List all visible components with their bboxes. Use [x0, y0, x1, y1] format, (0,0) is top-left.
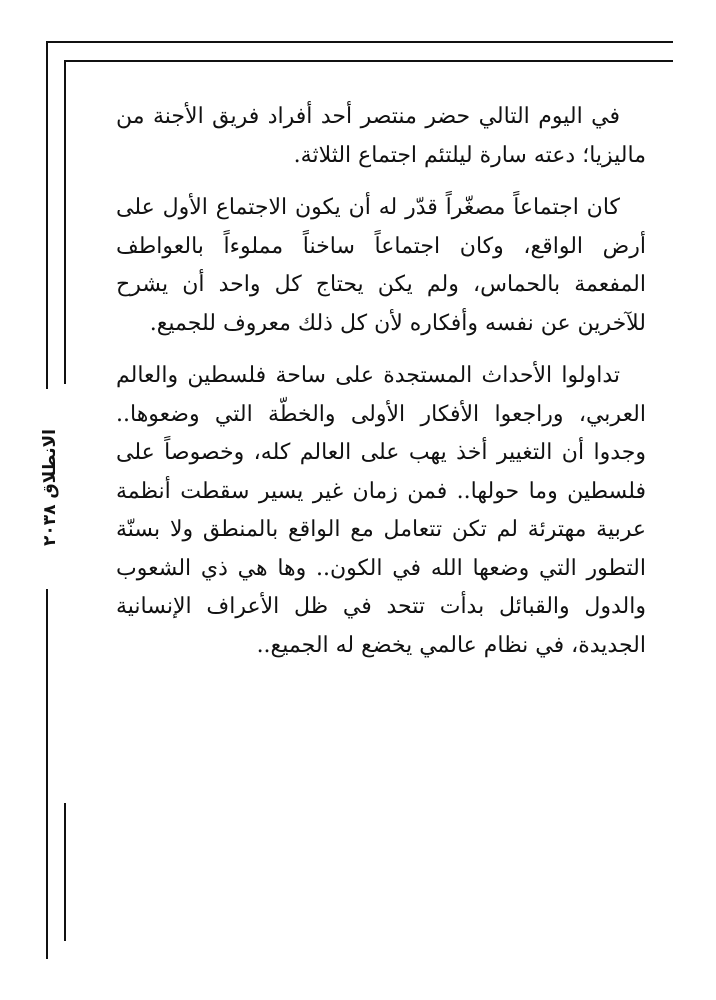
- frame-border-left-outer-bottom: [46, 589, 48, 959]
- paragraph-2: كان اجتماعاً مصغّراً قدّر له أن يكون الاجتماع الأول على أرض الواقع، وكان اجتماعاً ساخناً مملوءاً بالعواطف المفعمة بالحماس، ولم يكن يحتاج كل واحد أن يشرح للآخرين عن نفسه وأفكاره لأن كل ذلك معروف للجميع.: [116, 195, 646, 336]
- running-head-text: الانطلاق ٢٠٣٨: [40, 429, 60, 546]
- frame-border-left-inner-bottom: [64, 803, 66, 941]
- frame-border-left-inner-top: [64, 60, 66, 384]
- paragraph-1: في اليوم التالي حضر منتصر أحد أفراد فريق الأجنة من ماليزيا؛ دعته سارة ليلتئم اجتماع الثلاثة.: [116, 104, 646, 168]
- running-head: [30, 390, 70, 585]
- frame-border-top-inner: [64, 60, 673, 62]
- frame-border-top-outer: [46, 41, 673, 43]
- paragraph-3: تداولوا الأحداث المستجدة على ساحة فلسطين والعالم العربي، وراجعوا الأفكار الأولى والخطّة التي وضعوها.. وجدوا أن التغيير أخذ يهب على العالم كله، وخصوصاً على فلسطين وما حولها.. فمن زمان غير يسير سقطت أنظمة عربية مهترئة لم تكن تتعامل مع الواقع بالمنطق ولا بسنّة التطور التي وضعها الله في الكون.. وها هي ذي الشعوب والدول والقبائل بدأت تتحد في ظل الأعراف الإنسانية الجديدة، في نظام عالمي يخضع له الجميع..: [116, 363, 646, 658]
- frame-border-left-outer-top: [46, 41, 48, 389]
- page-body: [116, 98, 646, 679]
